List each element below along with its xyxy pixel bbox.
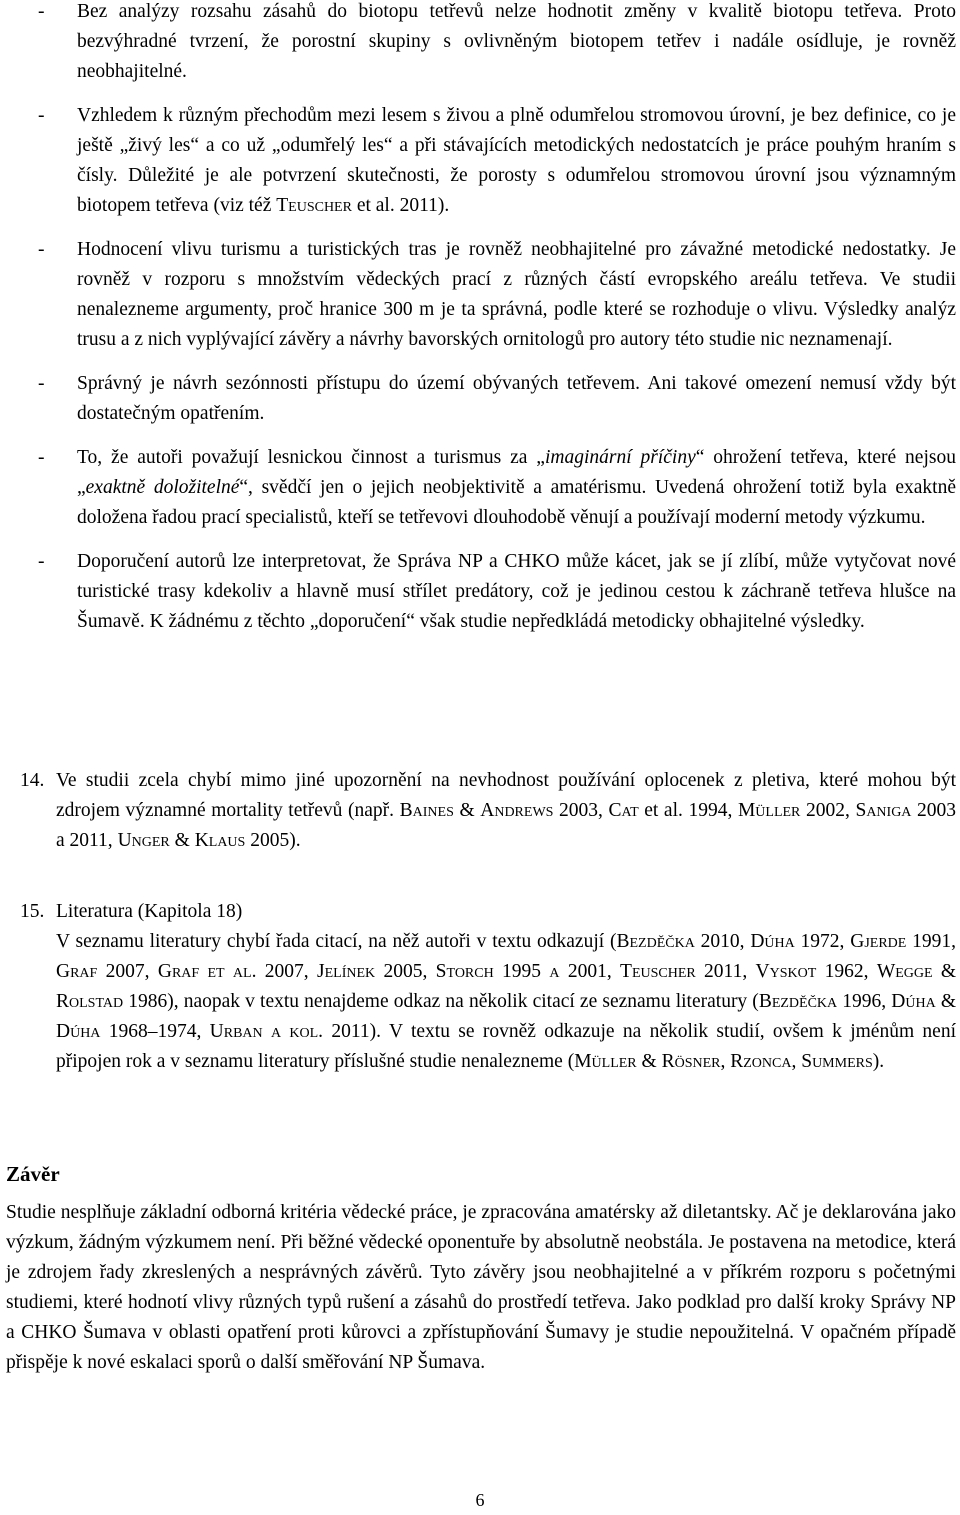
citation-author: Saniga [855, 800, 912, 821]
list-item [6, 0, 956, 87]
text-run: & [935, 991, 957, 1012]
section-heading: Závěr [6, 1162, 60, 1186]
paragraph-text: & [169, 830, 195, 851]
text-run: 2007, [97, 961, 158, 982]
citation-author: Bezděčka [758, 991, 838, 1012]
conclusion-paragraph: Studie nesplňuje základní odborná kritéria vědecké práce, je zpracována amatérsky až diletantsky. Ač je deklarována jako výzkum, žádným výzkumem není. Při běžné vědecké oponentuře by absolutně neobstála. Je postavena na metodice, která je zdrojem řady zkreslených a nesprávných závěrů. Tyto závěry jsou neobhajitelné a v příkrém rozporu s početnými studiemi, které hodnotí vlivy různých typů rušení a zásahů do prostředí tetřeva. Jako podklad pro další kroky Správy NP a CHKO Šumava v oblasti opatření proti kůrovci a zpřístupňování Šumavy je studie nepoužitelná. V opačném případě přispěje k nové eskalaci sporů o další směřování NP Šumava. [6, 1202, 956, 1373]
citation-author: Bezděčka [616, 931, 695, 952]
paragraph-text: Ve studii zcela chybí mimo jiné upozornění na nevhodnost používání oplocenek z pletiva, které mohou být zdrojem významné mortality tetřevů (např. [56, 770, 956, 821]
paragraph-text: et al. 1994, [638, 800, 738, 821]
citation-author: Urban a kol. [209, 1021, 324, 1042]
citation-author: Jelínek [317, 961, 376, 982]
item-number: 15. [20, 901, 45, 922]
list-item [6, 235, 956, 355]
citation-author: Klaus [194, 830, 246, 851]
item-number: 14. [20, 770, 45, 791]
citation-author: Baines [399, 800, 454, 821]
paragraph-text: Hodnocení vlivu turismu a turistických tras je rovněž neobhajitelné pro závažné metodické nedostatky. Je rovněž v rozporu s množstvím vědeckých prací z různých částí evropského areálu tetřeva. Ve studii nenalezneme argumenty, proč hranice 300 m je ta správná, podle které se rozhoduje o vlivu. Výsledky analýz trusu a z nich vyplývající závěry a návrhy bavorských ornitologů pro autory této studie nic neznamenají. [77, 239, 956, 350]
page-number: 6 [475, 1490, 485, 1510]
list-item [6, 369, 956, 429]
paragraph-text: et al. 2011). [351, 195, 450, 216]
text-run: 1986), naopak v textu nenajdeme odkaz na několik citací ze seznamu literatury ( [123, 991, 759, 1012]
paragraph-text: Doporučení autorů lze interpretovat, že Správa NP a CHKO může kácet, jak se jí zlíbí, může vytyčovat nové turistické trasy kdekoliv a hlavně musí střílet predátory, což je jedinou cestou k záchraně tetřeva hlušce na Šumavě. K žádnému z těchto „doporučení“ však studie nepředkládá metodicky obhajitelné výsledky. [77, 551, 956, 632]
citation-author: Rzonca [730, 1051, 792, 1072]
citation-author: Unger [117, 830, 170, 851]
dash-marker: - [38, 373, 45, 394]
citation-author: Teuscher [276, 195, 352, 216]
citation-author: Graf [56, 961, 98, 982]
citation-author: Dúha [56, 1021, 101, 1042]
text-run: 1968–1974, [100, 1021, 210, 1042]
citation-author: Rösner [661, 1051, 721, 1072]
italic-phrase: imaginární příčiny [544, 447, 696, 468]
text-run: 1991, [906, 931, 957, 952]
citation-author: Andrews [480, 800, 554, 821]
paragraph-text: “ ohrožení tetřeva, které nejsou „ [77, 447, 956, 498]
dash-marker: - [38, 447, 45, 468]
paragraph-text: To, že autoři považují lesnickou činnost a turismus za „ [77, 447, 545, 468]
numbered-item-14 [6, 766, 956, 856]
paragraph-text: & [453, 800, 481, 821]
bullet-list-a [6, 0, 956, 651]
citation-author: Müller [737, 800, 801, 821]
citation-author: Müller [574, 1051, 637, 1072]
item-title: Literatura (Kapitola 18) [56, 901, 243, 922]
italic-phrase: exaktně doložitelné [85, 477, 240, 498]
paragraph-text: Správný je návrh sezónnosti přístupu do území obývaných tetřevem. Ani takové omezení nemusí vždy být dostatečným opatřením. [77, 373, 956, 424]
dash-marker: - [38, 1, 45, 22]
text-run: 2011). V textu se rovněž odkazuje na několik studií, ovšem k jménům není připojen rok a v seznamu literatury příslušné studie nenalezneme ( [56, 1021, 956, 1072]
citation-author: Cat [608, 800, 639, 821]
paragraph-text: Bez analýzy rozsahu zásahů do biotopu tetřevů nelze hodnotit změny v kvalitě biotopu tetřeva. Proto bezvýhradné tvrzení, že porostní skupiny s ovlivněným biotopem tetřev i nadále osídluje, je rovněž neobhajitelné. [77, 1, 956, 82]
citation-author: Wegge [876, 961, 933, 982]
citation-author: Vyskot [755, 961, 817, 982]
text-run: , [720, 1051, 731, 1072]
citation-author: Summers [801, 1051, 873, 1072]
text-run: ). [872, 1051, 885, 1072]
paragraph-text: Vzhledem k různým přechodům mezi lesem s živou a plně odumřelou stromovou úrovní, je bez definice, co je ještě „živý les“ a co už „odumřelý les“ a při stávajících metodických nedostatcích je práce pouhým hraním s čísly. Důležité je ale potvrzení skutečnosti, že porosty s odumřelou stromovou úrovní jsou významným biotopem tetřeva (viz též [77, 105, 956, 216]
citation-author: Dúha [750, 931, 795, 952]
list-item [6, 101, 956, 221]
text-run: 2010, [694, 931, 751, 952]
paragraph-text: 2003 a 2011, [56, 800, 957, 851]
paragraph-text [56, 927, 956, 1077]
paragraph-text: 2002, [800, 800, 856, 821]
text-run: 2005, [375, 961, 436, 982]
dash-marker: - [38, 105, 45, 126]
numbered-item-15 [6, 897, 956, 1077]
text-run: , [791, 1051, 802, 1072]
text-run: 1972, [794, 931, 851, 952]
citation-author: Teuscher [620, 961, 696, 982]
paragraph-text: 2005). [245, 830, 301, 851]
text-run: & [636, 1051, 662, 1072]
citation-author: Gjerde [850, 931, 907, 952]
citation-author: a [549, 961, 560, 982]
paragraph-text: 2003, [553, 800, 609, 821]
citation-author: Storch [435, 961, 494, 982]
text-run: 2001, [559, 961, 621, 982]
text-run: 1996, [837, 991, 892, 1012]
text-run: 2007, [256, 961, 317, 982]
dash-marker: - [38, 239, 45, 260]
citation-author: Dúha [891, 991, 936, 1012]
text-run: & [932, 961, 957, 982]
text-run: 1962, [816, 961, 877, 982]
paragraph-text: “, svědčí jen o jejich neobjektivitě a amatérismu. Uvedená ohrožení totiž byla exaktně doložena řadou prací specialistů, kteří se tetřevovi dlouhodobě věnují a používají moderní metody výzkumu. [77, 477, 956, 528]
text-run: 1995 [493, 961, 550, 982]
citation-author: Rolstad [56, 991, 124, 1012]
list-item [6, 443, 956, 533]
citation-author: Graf et al. [157, 961, 257, 982]
dash-marker: - [38, 551, 45, 572]
list-item [6, 547, 956, 637]
text-run: V seznamu literatury chybí řada citací, na něž autoři v textu odkazují ( [56, 931, 617, 952]
text-run: 2011, [695, 961, 756, 982]
